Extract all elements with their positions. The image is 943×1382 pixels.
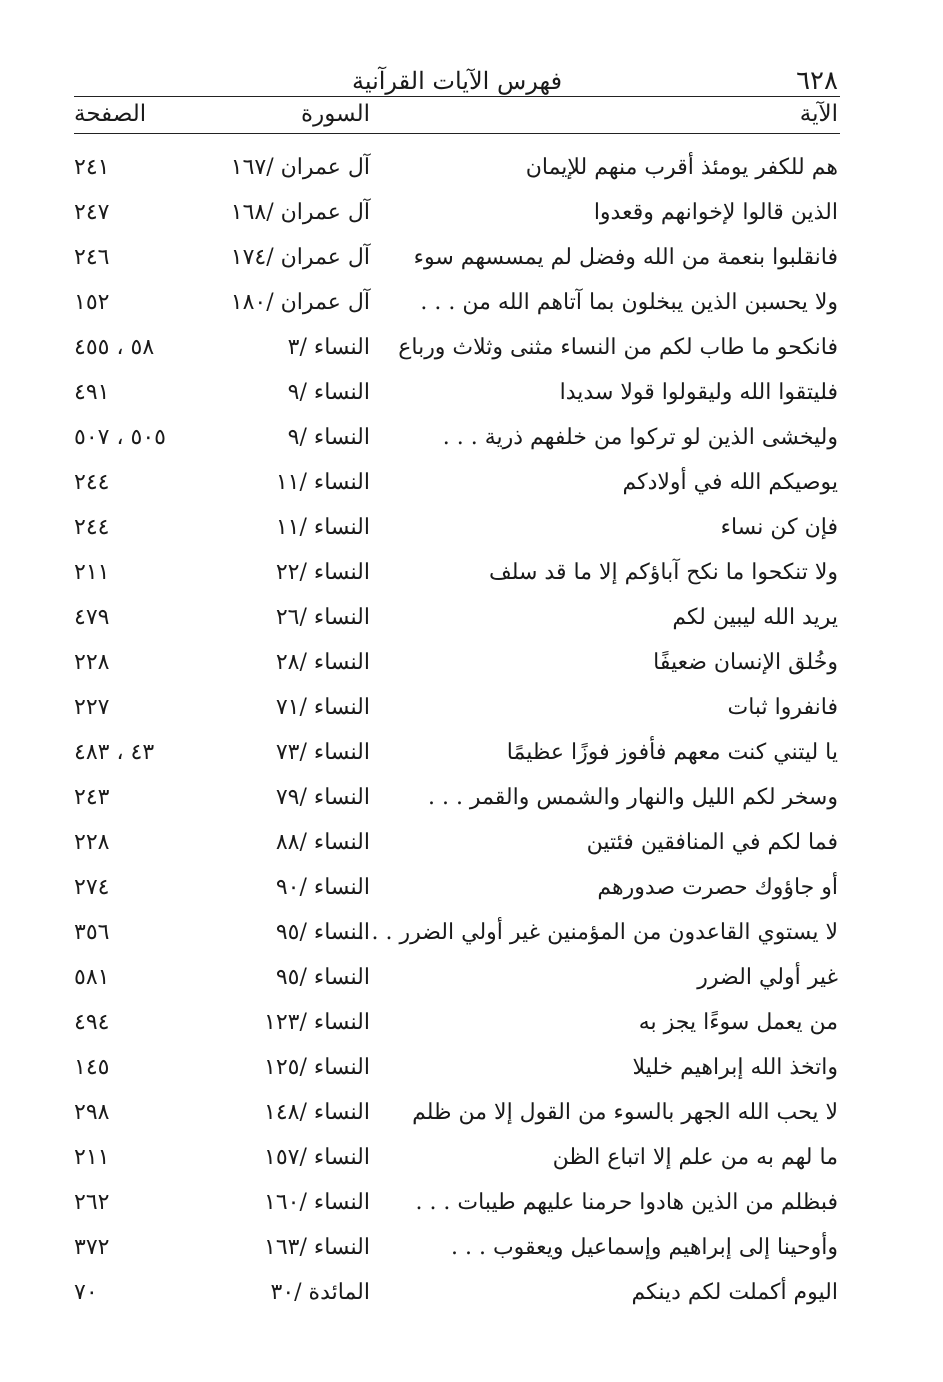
aya-text: وخُلق الإنسان ضعيفًا — [653, 650, 838, 675]
page-ref: ٥٠٥ ، ٥٠٧ — [74, 425, 166, 450]
sura-ref: النساء /١٢٥ — [264, 1055, 370, 1080]
page-ref: ٢٤٤ — [74, 515, 110, 540]
aya-text: الذين قالوا لإخوانهم وقعدوا — [593, 200, 838, 225]
page-ref: ١٥٢ — [74, 290, 110, 315]
table-row — [74, 1091, 840, 1136]
aya-text: فليتقوا الله وليقولوا قولا سديدا — [559, 380, 838, 405]
column-headers — [74, 97, 840, 133]
page-ref: ٣٧٢ — [74, 1235, 110, 1260]
aya-text: فانقلبوا بنعمة من الله وفضل لم يمسسهم سوء — [413, 245, 838, 270]
aya-text: فانكحو ما طاب لكم من النساء مثنى وثلاث ورباع — [398, 335, 838, 360]
sura-ref: آل عمران /١٦٨ — [230, 200, 370, 225]
table-row — [74, 416, 840, 461]
sura-ref: النساء /٧٩ — [275, 785, 370, 810]
aya-text: ما لهم به من علم إلا اتباع الظن — [552, 1145, 838, 1170]
sura-ref: النساء /٩٥ — [275, 965, 370, 990]
page-ref: ٢٤٦ — [74, 245, 110, 270]
table-row — [74, 506, 840, 551]
sura-ref: النساء /١٦٠ — [264, 1190, 370, 1215]
header-rule — [74, 133, 840, 134]
page-ref: ٢١١ — [74, 560, 110, 585]
page-ref: ٢٩٨ — [74, 1100, 110, 1125]
aya-text: غير أولي الضرر — [697, 965, 838, 990]
table-row — [74, 281, 840, 326]
aya-text: وأوحينا إلى إبراهيم وإسماعيل ويعقوب . . . — [451, 1235, 838, 1260]
sura-ref: النساء /٢٨ — [275, 650, 370, 675]
page-ref: ٥٨ ، ٤٥٥ — [74, 335, 155, 360]
aya-text: أو جاؤوك حصرت صدورهم — [597, 875, 838, 900]
table-row — [74, 731, 840, 776]
table-row — [74, 641, 840, 686]
table-row — [74, 1226, 840, 1271]
page-ref: ٢٤١ — [74, 155, 110, 180]
column-header-sura: السورة — [301, 101, 370, 127]
aya-text: فما لكم في المنافقين فئتين — [586, 830, 838, 855]
aya-text: من يعمل سوءًا يجز به — [638, 1010, 838, 1035]
sura-ref: آل عمران /١٧٤ — [230, 245, 370, 270]
aya-text: يريد الله ليبين لكم — [672, 605, 838, 630]
sura-ref: النساء /١٦٣ — [264, 1235, 370, 1260]
running-head — [74, 60, 840, 96]
page-ref: ٣٥٦ — [74, 920, 110, 945]
sura-ref: النساء /٧٣ — [275, 740, 370, 765]
table-row — [74, 596, 840, 641]
page-ref: ٢٤٤ — [74, 470, 110, 495]
aya-text: هم للكفر يومئذ أقرب منهم للإيمان — [525, 155, 838, 180]
table-row — [74, 1046, 840, 1091]
table-row — [74, 1181, 840, 1226]
sura-ref: النساء /١٥٧ — [264, 1145, 370, 1170]
table-row — [74, 1136, 840, 1181]
table-row — [74, 236, 840, 281]
page-ref: ٢٢٨ — [74, 830, 110, 855]
page-ref: ٢١١ — [74, 1145, 110, 1170]
table-row — [74, 461, 840, 506]
aya-text: يا ليتني كنت معهم فأفوز فوزًا عظيمًا — [506, 740, 838, 765]
table-row — [74, 1001, 840, 1046]
aya-text: فإن كن نساء — [720, 515, 838, 540]
table-row — [74, 326, 840, 371]
page-ref: ٢٧٤ — [74, 875, 110, 900]
sura-ref: النساء /١٤٨ — [264, 1100, 370, 1125]
page-ref: ٢٢٧ — [74, 695, 110, 720]
aya-text: ولا يحسبن الذين يبخلون بما آتاهم الله من . . . — [420, 290, 838, 315]
sura-ref: النساء /٩٠ — [275, 875, 370, 900]
index-table — [74, 146, 840, 1316]
table-row — [74, 686, 840, 731]
sura-ref: النساء /١١ — [275, 470, 370, 495]
aya-text: اليوم أكملت لكم دينكم — [631, 1280, 838, 1305]
sura-ref: النساء /٩ — [287, 380, 370, 405]
column-header-page: الصفحة — [74, 101, 147, 127]
table-row — [74, 866, 840, 911]
page-ref: ٤٩٤ — [74, 1010, 110, 1035]
index-page — [74, 60, 840, 1316]
table-row — [74, 911, 840, 956]
aya-text: لا يستوي القاعدون من المؤمنين غير أولي الضرر . . . — [357, 920, 838, 945]
table-row — [74, 146, 840, 191]
sura-ref: النساء /٩٥ — [275, 920, 370, 945]
table-row — [74, 956, 840, 1001]
table-row — [74, 551, 840, 596]
page-ref: ٢٤٧ — [74, 200, 110, 225]
page-number: ٦٢٨ — [796, 66, 838, 96]
aya-text: ولا تنكحوا ما نكح آباؤكم إلا ما قد سلف — [488, 560, 838, 585]
page-ref: ٢٤٣ — [74, 785, 110, 810]
page-ref: ٤٩١ — [74, 380, 110, 405]
table-row — [74, 371, 840, 416]
sura-ref: النساء /٢٢ — [275, 560, 370, 585]
sura-ref: النساء /٨٨ — [275, 830, 370, 855]
table-row — [74, 821, 840, 866]
aya-text: وسخر لكم الليل والنهار والشمس والقمر . . . — [427, 785, 838, 810]
page-ref: ٤٣ ، ٤٨٣ — [74, 740, 155, 765]
sura-ref: النساء /٩ — [287, 425, 370, 450]
sura-ref: النساء /١١ — [275, 515, 370, 540]
sura-ref: آل عمران /١٦٧ — [230, 155, 370, 180]
sura-ref: آل عمران /١٨٠ — [230, 290, 370, 315]
aya-text: فبظلم من الذين هادوا حرمنا عليهم طيبات . . . — [415, 1190, 838, 1215]
sura-ref: المائدة /٣٠ — [270, 1280, 370, 1305]
table-row — [74, 776, 840, 821]
table-row — [74, 191, 840, 236]
page-ref: ٤٧٩ — [74, 605, 110, 630]
page-ref: ٧٠ — [74, 1280, 98, 1305]
aya-text: لا يحب الله الجهر بالسوء من القول إلا من ظلم — [412, 1100, 838, 1125]
sura-ref: النساء /٢٦ — [275, 605, 370, 630]
running-title: فهرس الآيات القرآنية — [351, 67, 563, 95]
sura-ref: النساء /٣ — [287, 335, 370, 360]
page-ref: ٢٦٢ — [74, 1190, 110, 1215]
aya-text: وليخشى الذين لو تركوا من خلفهم ذرية . . . — [442, 425, 838, 450]
page-ref: ٥٨١ — [74, 965, 110, 990]
aya-text: واتخذ الله إبراهيم خليلا — [632, 1055, 838, 1080]
page-ref: ٢٢٨ — [74, 650, 110, 675]
sura-ref: النساء /١٢٣ — [264, 1010, 370, 1035]
column-header-aya: الآية — [799, 101, 838, 127]
sura-ref: النساء /٧١ — [275, 695, 370, 720]
page-ref: ١٤٥ — [74, 1055, 110, 1080]
aya-text: يوصيكم الله في أولادكم — [622, 470, 838, 495]
aya-text: فانفروا ثبات — [727, 695, 838, 720]
table-row — [74, 1271, 840, 1316]
